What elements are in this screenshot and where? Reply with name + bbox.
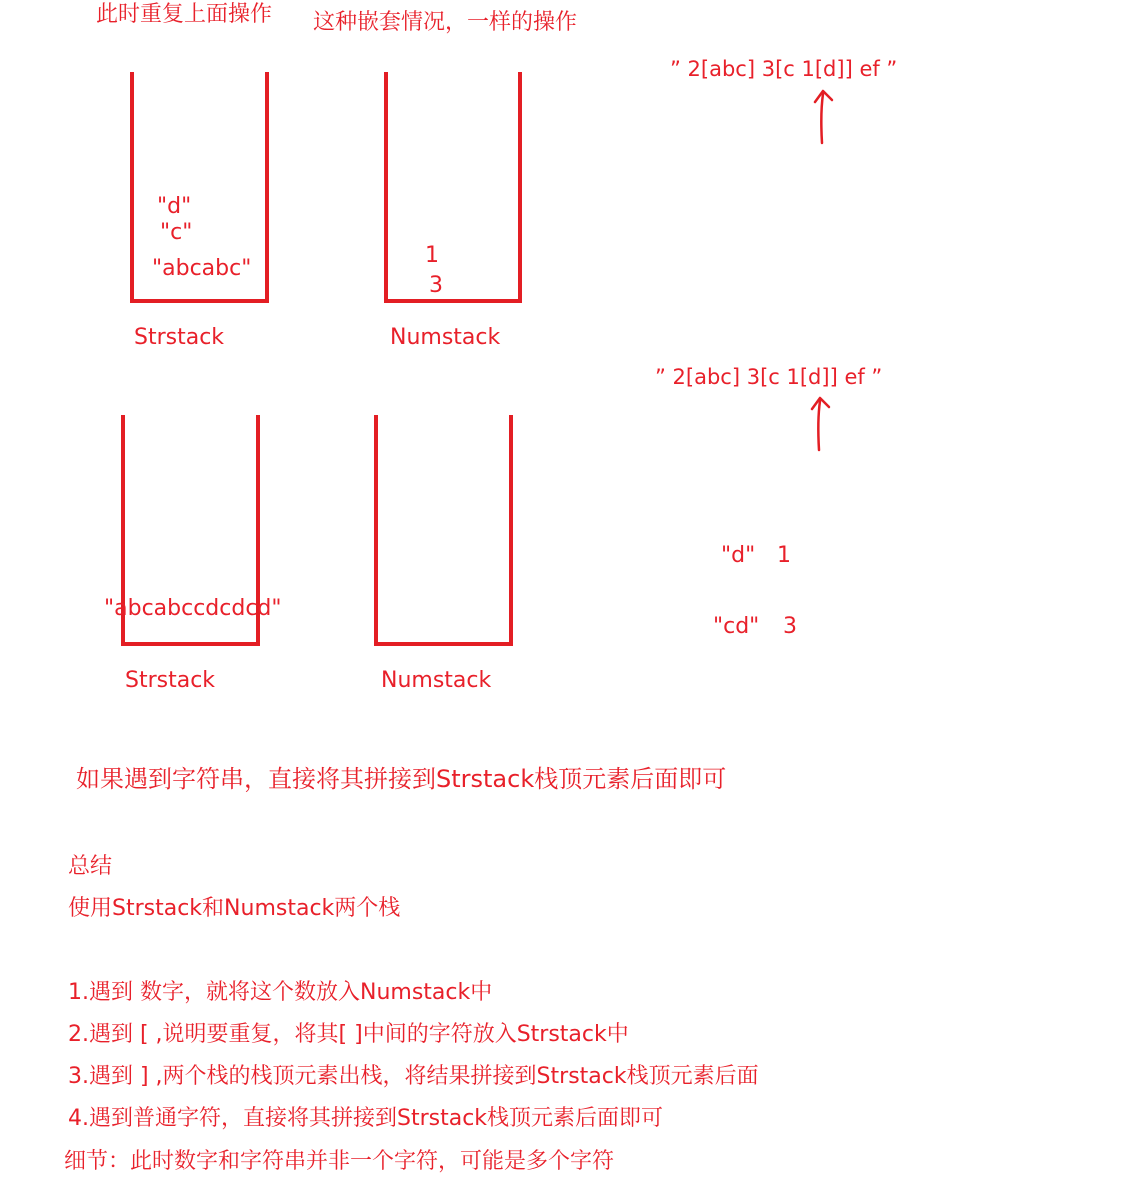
popped-num: 3 <box>783 614 797 639</box>
numstack-1-item: 1 <box>425 243 439 268</box>
strstack-2-item: "abcabccdcdcd" <box>104 596 282 621</box>
pointer-arrow-icon <box>808 86 838 148</box>
numstack-1 <box>384 72 522 303</box>
numstack-1-item: 3 <box>429 273 443 298</box>
summary-detail: 细节：此时数字和字符串并非一个字符，可能是多个字符 <box>64 1149 615 1174</box>
summary-title: 总结 <box>68 854 113 879</box>
summary-intro: 使用Strstack和Numstack两个栈 <box>68 896 401 921</box>
summary-step: 4.遇到普通字符，直接将其拼接到Strstack栈顶元素后面即可 <box>68 1106 664 1131</box>
strstack-1-item: "c" <box>160 220 193 245</box>
numstack-2 <box>374 415 513 646</box>
nested-note: 这种嵌套情况，一样的操作 <box>313 10 578 35</box>
summary-step: 3.遇到 ] ,两个栈的栈顶元素出栈，将结果拼接到Strstack栈顶元素后面 <box>68 1064 759 1089</box>
expression-1: ” 2[abc] 3[c 1[d]] ef ” <box>670 57 898 81</box>
pointer-arrow-icon <box>805 393 835 455</box>
numstack-2-label: Numstack <box>381 668 492 693</box>
popped-num: 1 <box>777 543 791 568</box>
strstack-1-label: Strstack <box>134 325 225 350</box>
popped-str: "d" <box>721 543 756 568</box>
string-note: 如果遇到字符串，直接将其拼接到Strstack栈顶元素后面即可 <box>76 765 727 793</box>
strstack-2-label: Strstack <box>125 668 216 693</box>
expression-2: ” 2[abc] 3[c 1[d]] ef ” <box>655 365 883 389</box>
repeat-note: 此时重复上面操作 <box>96 2 273 27</box>
strstack-1-item: "d" <box>157 194 192 219</box>
summary-step: 1.遇到 数字，就将这个数放入Numstack中 <box>68 980 493 1005</box>
numstack-1-label: Numstack <box>390 325 501 350</box>
summary-step: 2.遇到 [ ,说明要重复，将其[ ]中间的字符放入Strstack中 <box>68 1022 629 1047</box>
popped-str: "cd" <box>713 614 760 639</box>
strstack-1-item: "abcabc" <box>152 256 252 281</box>
